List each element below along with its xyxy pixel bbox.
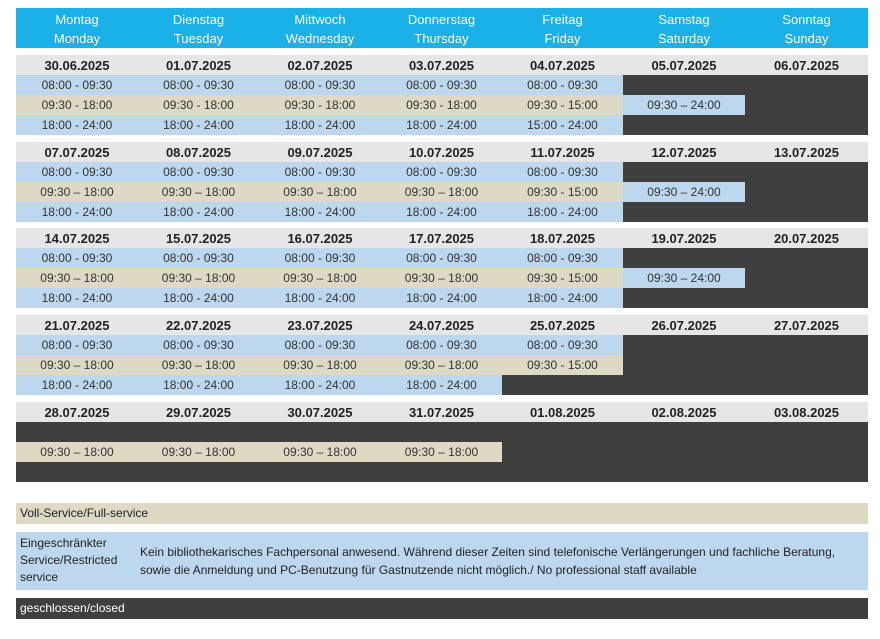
- time-slot: 09:30 - 18:00: [259, 95, 381, 115]
- closed-edge: [745, 182, 868, 202]
- time-slot: 08:00 - 09:30: [138, 248, 259, 268]
- date-cell: 12.07.2025: [623, 142, 745, 162]
- day-name-en: Thursday: [414, 31, 469, 46]
- date-cell: 23.07.2025: [259, 315, 381, 335]
- legend-closed-label: geschlossen/closed: [20, 601, 125, 615]
- day-header: [259, 8, 381, 48]
- time-slot: 18:00 - 24:00: [16, 115, 138, 135]
- date-cell: 13.07.2025: [745, 142, 868, 162]
- time-slot: 09:30 - 18:00: [16, 95, 138, 115]
- day-header: [623, 8, 745, 48]
- time-slot: 08:00 - 09:30: [16, 335, 138, 355]
- closed-slot: [745, 422, 868, 442]
- day-name-en: Saturday: [657, 31, 711, 46]
- day-name-en: Monday: [53, 31, 101, 46]
- time-slot: 08:00 - 09:30: [138, 335, 259, 355]
- date-cell: 30.07.2025: [259, 402, 381, 422]
- time-slot: 09:30 – 18:00: [16, 442, 138, 462]
- time-slot: 09:30 – 18:00: [381, 442, 502, 462]
- time-slot: 18:00 - 24:00: [502, 202, 623, 222]
- time-slot: 09:30 – 18:00: [259, 355, 381, 375]
- time-slot: 09:30 – 18:00: [138, 182, 259, 202]
- time-slot: 08:00 - 09:30: [16, 75, 138, 95]
- closed-slot: [745, 375, 868, 395]
- time-slot: 18:00 - 24:00: [138, 202, 259, 222]
- day-name-en: Friday: [544, 31, 581, 46]
- date-cell: 01.08.2025: [502, 402, 623, 422]
- date-cell: 31.07.2025: [381, 402, 502, 422]
- legend-restricted-text: Kein bibliothekarisches Fachpersonal anwesend. Während dieser Zeiten sind telefonische Verlängerungen und fachliche Beratung, sowie die Anmeldung und PC-Benutzung für Gastnutzende nicht möglich./ No professional staff available: [140, 545, 836, 577]
- day-name-de: Montag: [55, 12, 99, 27]
- time-slot: 09:30 - 15:00: [502, 182, 623, 202]
- time-slot: 09:30 - 15:00: [502, 268, 623, 288]
- closed-slot: [745, 335, 868, 355]
- legend-full-service: [16, 503, 868, 524]
- day-name-en: Sunday: [784, 31, 829, 46]
- legend-restricted-label: Eingeschränkter Service/Restricted service: [20, 536, 118, 584]
- time-slot: 09:30 - 18:00: [381, 95, 502, 115]
- day-header: [745, 8, 868, 48]
- time-slot: 08:00 - 09:30: [502, 248, 623, 268]
- closed-slot: [623, 248, 745, 268]
- closed-slot: [623, 202, 745, 222]
- closed-slot: [502, 462, 623, 482]
- day-name-de: Mittwoch: [294, 12, 346, 27]
- time-slot: 08:00 - 09:30: [381, 162, 502, 182]
- closed-edge: [745, 95, 868, 115]
- time-slot: 09:30 – 18:00: [381, 355, 502, 375]
- date-cell: 26.07.2025: [623, 315, 745, 335]
- time-slot: 18:00 - 24:00: [381, 288, 502, 308]
- closed-slot: [623, 115, 745, 135]
- date-cell: 16.07.2025: [259, 228, 381, 248]
- time-slot: 09:30 – 24:00: [623, 95, 745, 115]
- legend-full-service-label: Voll-Service/Full-service: [20, 506, 149, 520]
- closed-slot: [745, 442, 868, 462]
- closed-slot: [745, 248, 868, 268]
- closed-slot: [623, 162, 745, 182]
- time-slot: 09:30 – 18:00: [259, 442, 381, 462]
- time-slot: 08:00 - 09:30: [502, 335, 623, 355]
- time-slot: 18:00 - 24:00: [259, 375, 381, 395]
- date-cell: 17.07.2025: [381, 228, 502, 248]
- date-cell: 22.07.2025: [138, 315, 259, 335]
- date-cell: 21.07.2025: [16, 315, 138, 335]
- time-slot: 08:00 - 09:30: [381, 248, 502, 268]
- closed-slot: [745, 75, 868, 95]
- time-slot: 18:00 - 24:00: [16, 288, 138, 308]
- day-name-de: Sonntag: [782, 12, 831, 27]
- date-cell: 03.08.2025: [745, 402, 868, 422]
- closed-slot: [623, 422, 745, 442]
- closed-slot: [745, 355, 868, 375]
- day-header: [16, 8, 138, 48]
- closed-slot: [745, 288, 868, 308]
- time-slot: 09:30 – 18:00: [381, 182, 502, 202]
- time-slot: 09:30 – 18:00: [138, 442, 259, 462]
- time-slot: 18:00 - 24:00: [381, 202, 502, 222]
- closed-slot: [502, 442, 623, 462]
- date-cell: 03.07.2025: [381, 55, 502, 75]
- closed-slot: [623, 355, 745, 375]
- closed-slot: [138, 462, 259, 482]
- time-slot: 09:30 – 18:00: [138, 268, 259, 288]
- date-cell: 10.07.2025: [381, 142, 502, 162]
- date-cell: 27.07.2025: [745, 315, 868, 335]
- closed-slot: [623, 462, 745, 482]
- day-name-en: Tuesday: [173, 31, 224, 46]
- date-cell: 01.07.2025: [138, 55, 259, 75]
- time-slot: 18:00 - 24:00: [502, 288, 623, 308]
- day-header: [381, 8, 502, 48]
- time-slot: 08:00 - 09:30: [259, 162, 381, 182]
- date-cell: 07.07.2025: [16, 142, 138, 162]
- closed-slot: [623, 335, 745, 355]
- closed-slot: [381, 462, 502, 482]
- date-cell: 06.07.2025: [745, 55, 868, 75]
- closed-slot: [502, 375, 623, 395]
- time-slot: 08:00 - 09:30: [381, 75, 502, 95]
- closed-slot: [16, 422, 138, 442]
- closed-slot: [745, 462, 868, 482]
- legend-closed: [16, 598, 868, 619]
- time-slot: 18:00 - 24:00: [138, 375, 259, 395]
- time-slot: 08:00 - 09:30: [16, 248, 138, 268]
- day-header: [502, 8, 623, 48]
- date-cell: 25.07.2025: [502, 315, 623, 335]
- time-slot: 08:00 - 09:30: [259, 248, 381, 268]
- closed-slot: [381, 422, 502, 442]
- time-slot: 09:30 - 15:00: [502, 95, 623, 115]
- time-slot: 08:00 - 09:30: [259, 75, 381, 95]
- closed-slot: [259, 462, 381, 482]
- closed-slot: [623, 442, 745, 462]
- day-name-de: Samstag: [658, 12, 710, 27]
- closed-slot: [502, 422, 623, 442]
- time-slot: 18:00 - 24:00: [381, 375, 502, 395]
- closed-slot: [16, 462, 138, 482]
- closed-slot: [623, 375, 745, 395]
- date-cell: 18.07.2025: [502, 228, 623, 248]
- day-header: [138, 8, 259, 48]
- closed-edge: [745, 268, 868, 288]
- date-cell: 08.07.2025: [138, 142, 259, 162]
- time-slot: 08:00 - 09:30: [16, 162, 138, 182]
- date-cell: 02.07.2025: [259, 55, 381, 75]
- date-cell: 24.07.2025: [381, 315, 502, 335]
- date-cell: 20.07.2025: [745, 228, 868, 248]
- closed-slot: [623, 75, 745, 95]
- day-name-de: Donnerstag: [407, 12, 476, 27]
- closed-slot: [623, 288, 745, 308]
- time-slot: 18:00 - 24:00: [259, 202, 381, 222]
- legend-restricted-service: [16, 532, 868, 590]
- closed-slot: [138, 422, 259, 442]
- time-slot: 18:00 - 24:00: [138, 115, 259, 135]
- date-cell: 09.07.2025: [259, 142, 381, 162]
- day-name-en: Wednesday: [285, 31, 355, 46]
- day-name-de: Freitag: [542, 12, 583, 27]
- closed-slot: [745, 115, 868, 135]
- date-cell: 28.07.2025: [16, 402, 138, 422]
- date-cell: 19.07.2025: [623, 228, 745, 248]
- time-slot: 08:00 - 09:30: [502, 75, 623, 95]
- date-cell: 15.07.2025: [138, 228, 259, 248]
- time-slot: 09:30 – 18:00: [16, 355, 138, 375]
- time-slot: 09:30 – 18:00: [381, 268, 502, 288]
- date-cell: 30.06.2025: [16, 55, 138, 75]
- time-slot: 09:30 - 15:00: [502, 355, 623, 375]
- time-slot: 09:30 – 24:00: [623, 268, 745, 288]
- time-slot: 18:00 - 24:00: [381, 115, 502, 135]
- time-slot: 09:30 – 18:00: [138, 355, 259, 375]
- time-slot: 18:00 - 24:00: [16, 202, 138, 222]
- time-slot: 08:00 - 09:30: [138, 162, 259, 182]
- day-name-de: Dienstag: [172, 12, 225, 27]
- closed-slot: [745, 162, 868, 182]
- date-cell: 14.07.2025: [16, 228, 138, 248]
- date-cell: 05.07.2025: [623, 55, 745, 75]
- date-cell: 04.07.2025: [502, 55, 623, 75]
- time-slot: 09:30 – 24:00: [623, 182, 745, 202]
- time-slot: 18:00 - 24:00: [259, 115, 381, 135]
- time-slot: 15:00 - 24:00: [502, 115, 623, 135]
- time-slot: 08:00 - 09:30: [381, 335, 502, 355]
- time-slot: 09:30 – 18:00: [16, 182, 138, 202]
- time-slot: 08:00 - 09:30: [502, 162, 623, 182]
- time-slot: 18:00 - 24:00: [259, 288, 381, 308]
- time-slot: 18:00 - 24:00: [138, 288, 259, 308]
- time-slot: 18:00 - 24:00: [16, 375, 138, 395]
- date-cell: 11.07.2025: [502, 142, 623, 162]
- time-slot: 08:00 - 09:30: [138, 75, 259, 95]
- closed-slot: [259, 422, 381, 442]
- closed-slot: [745, 202, 868, 222]
- time-slot: 09:30 – 18:00: [259, 268, 381, 288]
- time-slot: 09:30 – 18:00: [16, 268, 138, 288]
- time-slot: 09:30 – 18:00: [259, 182, 381, 202]
- time-slot: 08:00 - 09:30: [259, 335, 381, 355]
- time-slot: 09:30 - 18:00: [138, 95, 259, 115]
- date-cell: 29.07.2025: [138, 402, 259, 422]
- date-cell: 02.08.2025: [623, 402, 745, 422]
